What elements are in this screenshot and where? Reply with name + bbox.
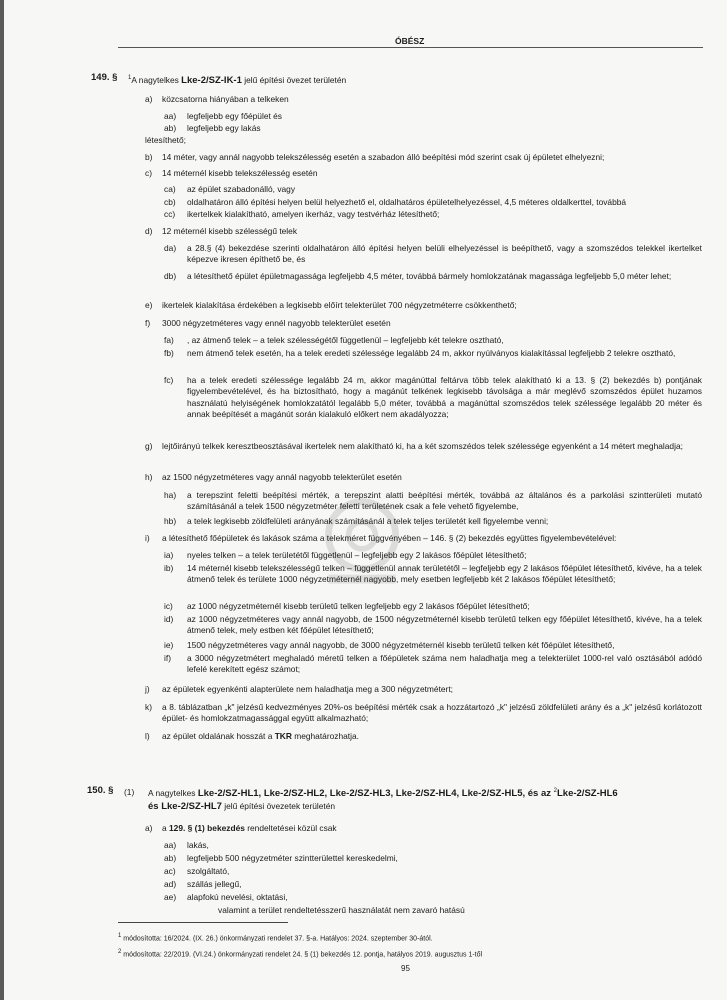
item-label: hb) — [164, 516, 177, 526]
item-text: az 1000 négyzetméteres vagy annál nagyobb, de 1500 négyzetméternél kisebb területű telken egy főépület létesíthető, kivéve, ha a telek átmenő telek, mely estben két főépület létesíthető; — [187, 614, 702, 636]
item-text: a 8. táblázatban „k" jelzésű kedvezményes 20%-os beépítési mérték csak a hozzátartozó „k" jelzésű zöldfelületi arány és a „k" jelzésű korlátozott épület- és homlokzatmagassággal együtt alkalmazható; — [162, 702, 702, 724]
item-text: a 3000 négyzetmétert meghaladó méretű telken a főépületek száma nem haladhatja meg a telekterület 1000-rel való osztásából adódó lefelé kerekített egész számot; — [187, 653, 702, 675]
page-number: 95 — [401, 964, 410, 973]
item-text: 14 méternél kisebb telekszélesség esetén — [162, 168, 318, 178]
item-text: a 28.§ (4) bekezdése szerinti oldalhatáron álló építési helyen belüli elhelyezéssel is beépíthető, vagy a szomszédos telekkel ikertelket képezve ikresen építhető be, és — [187, 243, 702, 265]
scan-edge — [0, 0, 4, 1000]
item-label: fb) — [164, 348, 174, 358]
item-text: lakás, — [187, 840, 209, 850]
tkr-term: TKR — [274, 731, 292, 741]
item-text: alapfokú nevelési, oktatási, — [187, 892, 288, 902]
item-label: i) — [145, 533, 150, 543]
item-label: a) — [145, 94, 153, 104]
item-label: a) — [145, 823, 153, 833]
item-label: g) — [145, 441, 153, 451]
item-label: fc) — [164, 375, 174, 385]
item-text: 12 méternél kisebb szélességű telek — [162, 226, 298, 236]
reference-strong: 129. § (1) bekezdés — [169, 823, 245, 833]
item-text: ikertelek kialakítása érdekében a legkisebb előírt telekterület 700 négyzetméterre csökkenthető; — [162, 300, 517, 310]
header-rule — [118, 47, 703, 48]
zone-codes: Lke-2/SZ-HL1, Lke-2/SZ-HL2, Lke-2/SZ-HL3, Lke-2/SZ-HL4, Lke-2/SZ-HL5, és az — [197, 787, 554, 799]
zone-code: Lke-2/SZ-HL6 — [556, 787, 618, 799]
item-label: l) — [145, 731, 150, 741]
item-text: 14 méternél kisebb telekszélességű telken – függetlenül annak területétől – legfeljebb egy 2 lakásos főépület létesíthető, kivéve, ha a telek átmenő telek és területe 1000 négyzetméternél nagyobb, mely esetben legfeljebb két 2 lakásos főépület létesíthető; — [187, 563, 702, 585]
running-header: ÓBÉSZ — [395, 36, 425, 46]
item-text: létesíthető; — [145, 135, 186, 145]
item-label: ie) — [164, 640, 174, 650]
item-text: a létesíthető főépületek és lakások száma a telekméret függvényében – 146. § (2) bekezdés együttes figyelembevételével: — [162, 533, 617, 543]
item-text: az épületek egyenkénti alapterülete nem haladhatja meg a 300 négyzetmétert; — [162, 684, 453, 694]
item-label: f) — [145, 318, 151, 328]
item-label: da) — [164, 243, 177, 253]
item-text: a létesíthető épület épületmagassága legfeljebb 4,5 méter, továbbá bármely homlokzatának magassága legfeljebb 5,0 méter lehet; — [187, 271, 672, 281]
item-text: 1500 négyzetméteres vagy annál nagyobb, de 3000 négyzetméternél kisebb területű telken két főépület létesíthető, — [187, 640, 615, 650]
footnote-ref: 1 — [128, 75, 132, 81]
item-label: ab) — [164, 123, 177, 133]
section-title: A nagytelkes Lke-2/SZ-HL1, Lke-2/SZ-HL2, Lke-2/SZ-HL3, Lke-2/SZ-HL4, Lke-2/SZ-HL5, és az $^2$Lke-2/SZ-HL6 — [148, 787, 618, 799]
item-label: ia) — [164, 550, 174, 560]
item-text: közcsatorna hiányában a telkeken — [162, 94, 289, 104]
item-text: az épület szabadonálló, vagy — [187, 184, 296, 194]
item-text: legfeljebb egy lakás — [187, 123, 261, 133]
item-label: db) — [164, 271, 177, 281]
section-title: $^1$A nagytelkes Lke-2/SZ-IK-1 jelű építési övezet területén — [128, 74, 347, 86]
item-text: , az átmenő telek – a telek szélességétől függetlenül – legfeljebb két telekre osztható, — [187, 335, 504, 345]
item-text: ikertelkek kialakítható, amelyen ikerház, vagy testvérház létesíthető; — [187, 209, 440, 219]
item-text: nem átmenő telek esetén, ha a telek eredeti szélessége legalább 24 m, akkor nyúlványos kialakítással legfeljebb 2 telekre osztható, — [187, 348, 676, 358]
item-label: ic) — [164, 601, 173, 611]
item-text: az épület oldalának hosszát a TKR meghatározhatja. — [162, 731, 359, 741]
item-text: lejtőirányú telkek keresztbeosztásával ikertelek nem alakítható ki, ha a két szomszédos telek szélessége egyenként a 14 métert meghaladja; — [162, 441, 683, 451]
item-label: b) — [145, 152, 153, 162]
item-label: j) — [145, 684, 150, 694]
item-text: szállás jellegű, — [187, 879, 242, 889]
item-label: aa) — [164, 111, 177, 121]
item-text: az 1500 négyzetméteres vagy annál nagyobb telekterület esetén — [162, 472, 402, 482]
item-text: oldalhatáron álló építési helyen belül helyezhető el, oldalhatáros épületelhelyezéssel, 4,5 méteres oldalkerttel, továbbá — [187, 197, 627, 207]
subsection-number: (1) — [124, 787, 135, 797]
section-number: 149. § — [91, 72, 118, 83]
item-text: szolgáltató, — [187, 866, 230, 876]
footnote-ref: 2 — [553, 788, 557, 794]
item-label: ac) — [164, 866, 176, 876]
item-text: 14 méter, vagy annál nagyobb telekszélesség esetén a szabadon álló beépítési mód szerint csak új épületet elhelyezni; — [162, 152, 605, 162]
item-label: cb) — [164, 197, 176, 207]
item-label: e) — [145, 300, 153, 310]
item-label: d) — [145, 226, 153, 236]
item-text: legfeljebb 500 négyzetméter szintterülettel kereskedelmi, — [187, 853, 398, 863]
footnote: 1 módosította: 16/2024. (IX. 26.) önkormányzati rendelet 37. §-a. Hatályos: 2024. szeptember 30-ától. — [118, 933, 433, 943]
item-text: nyeles telken – a telek területétől függetlenül – legfeljebb egy 2 lakásos főépület létesíthető; — [187, 550, 527, 560]
footnote-rule — [118, 922, 288, 923]
item-label: ca) — [164, 184, 176, 194]
item-label: ae) — [164, 892, 177, 902]
item-label: if) — [164, 653, 171, 663]
item-text: valamint a terület rendeltetésszerű használatát nem zavaró hatású — [218, 905, 465, 915]
item-text: 3000 négyzetméteres vagy ennél nagyobb telekterület esetén — [162, 318, 391, 328]
item-text: a 129. § (1) bekezdés rendeltetései közül csak — [162, 823, 337, 833]
item-label: ha) — [164, 490, 177, 500]
item-text: legfeljebb egy főépület és — [187, 111, 282, 121]
item-label: ad) — [164, 879, 177, 889]
item-text: az 1000 négyzetméternél kisebb területű telken legfeljebb egy 2 lakásos főépület létesíthető; — [187, 601, 530, 611]
item-label: id) — [164, 614, 174, 624]
item-text: a telek legkisebb zöldfelületi arányának számításánál a telek teljes területét kell figyelembe venni; — [187, 516, 549, 526]
section-title-line2: és Lke-2/SZ-HL7 jelű építési övezetek területén — [148, 801, 336, 812]
item-label: cc) — [164, 209, 176, 219]
item-label: ab) — [164, 853, 177, 863]
item-label: c) — [145, 168, 152, 178]
item-text: ha a telek eredeti szélessége legalább 24 m, akkor magánúttal feltárva több telek alakítható ki a 13. § (2) bekezdés b) pontjának figyelembevételével, és ha biztosítható, hogy a magánút telkének legkisebb távolsága a már meglévő szomszédos épület huzamos használatú helyiségének homlokzatától legalább 5,0 méter, továbbá a magánúttal szomszédos telek szélessége legalább 20 méter és annak beépítését a magánút során kialakuló előkert nem akadályozza; — [187, 375, 702, 419]
zone-code: Lke-2/SZ-IK-1 — [181, 74, 242, 86]
zone-code: és Lke-2/SZ-HL7 — [148, 801, 222, 812]
item-label: fa) — [164, 335, 174, 345]
section-number: 150. § — [87, 785, 114, 796]
footnote: 2 módosította: 22/2019. (VI.24.) önkormányzati rendelet 24. § (1) bekezdés 12. pontja, hatályos 2019. augusztus 1-től — [118, 949, 483, 959]
item-text: a terepszint feletti beépítési mérték, a terepszint alatti beépítési mérték, továbbá az általános és a parkolási szintterületi mutató számításánál a telek 1500 négyzetméter feletti területének csak a fele vehető figyelembe, — [187, 490, 702, 512]
item-label: h) — [145, 472, 153, 482]
item-label: k) — [145, 702, 152, 712]
item-label: aa) — [164, 840, 177, 850]
item-label: ib) — [164, 563, 174, 573]
